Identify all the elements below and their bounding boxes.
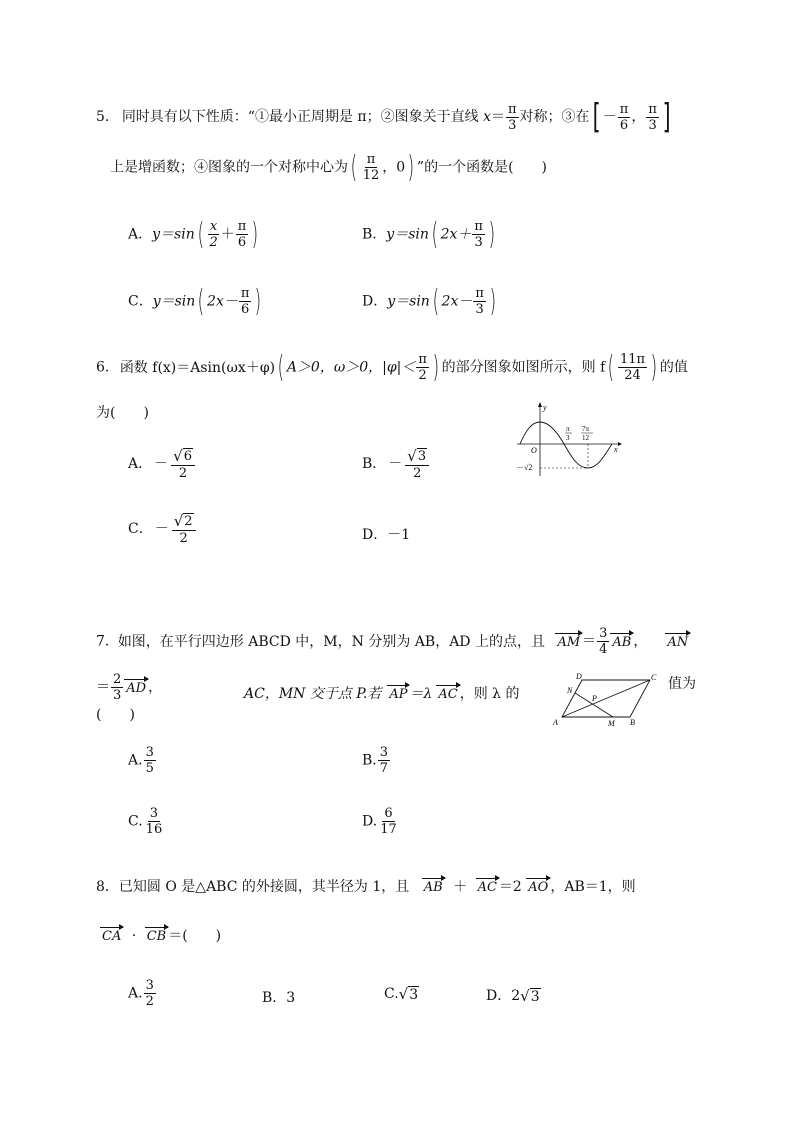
q5-text-c: 上是增函数；④图象的一个对称中心为 [110,159,348,176]
q8-vec-ac: AC [477,880,497,895]
q7-vec-ap: AP [389,687,408,702]
q5-text-b: 对称；③在 [519,109,590,125]
q8-line1: 8．已知圆 O 是△ABC 的外接圆，其半径为 1，且 AB ＋ AC ＝2 AO ，AB＝1，则 [96,879,636,895]
q6-tick2-num: 7π [582,425,590,433]
q5-text-d: ”的一个函数是( ) [416,159,547,176]
q5-interval-left: $\frac{\pi}{6}$ [619,101,629,133]
q5-line1: 5. 同时具有以下性质：“①最小正周期是 π；②图象关于直线 x＝ $\frac{\pi}{3}$ 对称；③在[ － $\frac{\pi}{6}$ ， $\frac{\pi}{3}$ ] [96,97,671,137]
q5-option-d[interactable]: D．y＝sin( 2x－ $\frac{\pi}{3}$ ) [362,283,496,319]
q7-paren: ( ) [96,707,135,723]
q7-label-d: D [576,672,582,681]
q7-option-d[interactable]: D. $\frac{6}{17}$ [362,806,397,837]
q5-option-b[interactable]: B．y＝sin( 2x＋ $\frac{\pi}{3}$ ) [362,216,496,252]
q7-label-a: A [553,718,558,727]
q5-interval-left-bracket: [ [592,97,601,137]
q7-vec-ad: AD [126,680,147,696]
q6-tick2-den: 12 [582,434,589,442]
q8-option-c[interactable]: C. √ 3 [384,985,419,1003]
q6-option-d[interactable]: D．－1 [362,527,411,543]
q8-line2: CA · CB ＝( ) [102,928,222,944]
q8-vec-cb: CB [146,929,167,944]
q8-option-d[interactable]: D．2 √ 3 [486,987,540,1005]
q6-graph [512,400,622,480]
q7-text-a: 如图，在平行四边形 ABCD 中，M，N 分别为 AB，AD 上的点，且 [117,633,545,650]
q6-line1: 6. 函数 f(x)＝Asin(ωx＋φ)( A＞0，ω＞0，|φ|＜ $\frac{\pi}{2}$ ) 的部分图象如图所示，则 f( $\frac{11\pi}{24}$ ) 的值 [96,349,688,385]
q7-option-a[interactable]: A. $\frac{3}{5}$ [128,745,154,776]
q8-option-b[interactable]: B．3 [262,990,296,1006]
q7-label-n: N [567,686,573,695]
q6-text-a: 函数 f(x)＝Asin(ωx＋φ) [119,359,276,376]
q5-text-a: 同时具有以下性质：“①最小正周期是 π；②图象关于直线 [121,109,484,125]
q6-condition: A＞0，ω＞0，|φ|＜ [286,359,416,376]
q5-interval-right-bracket: ] [662,97,671,137]
q5-number: 5. [96,109,110,125]
q7-label-c: C [651,673,657,682]
q6-line2: 为( ) [96,405,149,421]
q8-vec-ca: CA [102,929,122,944]
q6-tick1-num: π [566,425,570,433]
q6-option-c[interactable]: C． － √ 2 2 [128,512,197,546]
q5-x: x [483,109,491,125]
q7-value-for: 值为 [668,676,696,692]
q5-line2: 上是增函数；④图象的一个对称中心为( $\frac{\pi}{12}$ ，0) ”的一个函数是( ) [110,149,547,185]
q8-option-a[interactable]: A. $\frac{3}{2}$ [128,978,154,1009]
q6-x-label: x [614,445,618,454]
q7-line2: ＝ $\frac{2}{3}$ AD ， [96,672,163,703]
q8-text-a: 已知圆 O 是△ABC 的外接圆，其半径为 1，且 [118,879,410,895]
q6-option-b[interactable]: B． － √ 3 2 [362,447,430,481]
q7-option-c[interactable]: C. $\frac{3}{16}$ [128,806,163,837]
q6-number: 6. [96,359,110,376]
q6-y-label: y [543,403,547,412]
q7-line2-mid: AC，MN 交于点 P.若 AP ＝λ AC ，则 λ 的 [244,686,520,702]
q7-vec-ab: AB [612,634,632,650]
q7-label-p: P [592,694,597,703]
q7-line1: 7. 如图，在平行四边形 ABCD 中，M，N 分别为 AB，AD 上的点，且 AM ＝ $\frac{3}{4}$ AB ， AN [96,626,689,657]
q6-y-arrow [538,402,542,407]
q5-interval-right: $\frac{\pi}{3}$ [648,101,657,133]
q7-vec-am: AM [557,634,581,650]
q6-x-arrow [618,442,622,446]
q5-pi3: $\frac{\pi}{3}$ [507,101,517,133]
q6-option-a[interactable]: A． － √ 6 2 [128,447,196,481]
q7-figure [550,670,662,728]
q6-origin-label: O [531,446,537,455]
q6-text-b: 的部分图象如图所示，则 f [441,359,606,376]
q7-vec-an: AN [667,634,689,650]
q8-vec-ab: AB [423,880,443,895]
q6-text-c: 的值 [659,359,688,376]
q5-center: $\frac{\pi}{12}$ [362,152,380,183]
q8-number: 8． [96,879,119,895]
q7-diagonal-ac [562,680,650,717]
q8-vec-ao: AO [528,880,549,895]
q7-option-b[interactable]: B. $\frac{3}{7}$ [362,745,389,776]
q5-option-a[interactable]: A．y＝sin( $\frac{x}{2}$ ＋ $\frac{\pi}{6}$ ) [128,216,259,252]
q5-option-c[interactable]: C．y＝sin( 2x－ $\frac{\pi}{6}$ ) [128,283,262,319]
q7-number: 7. [96,633,110,650]
q6-min-label: －√2 [516,463,533,472]
q7-label-m: M [608,719,615,728]
q5-eq: ＝ [490,109,505,125]
q7-label-b: B [630,718,635,727]
q6-tick1-den: 3 [566,434,570,442]
q7-vec-ac: AC [438,687,458,702]
